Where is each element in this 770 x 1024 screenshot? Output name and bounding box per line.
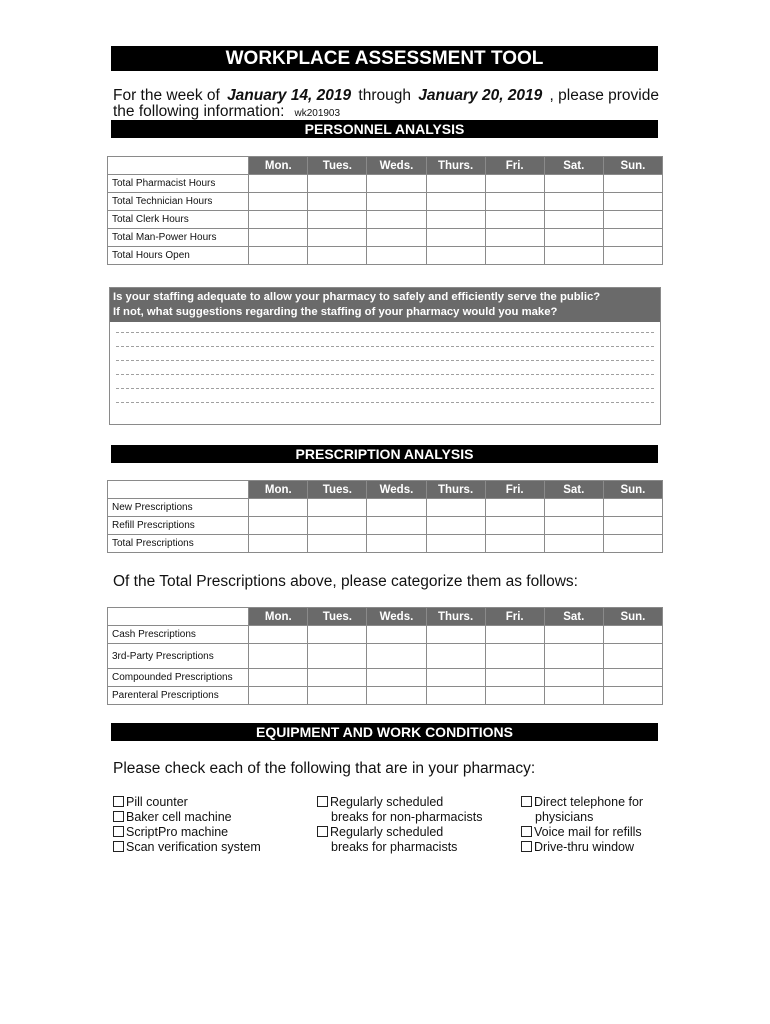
entry-cell[interactable] bbox=[249, 211, 308, 229]
table-row bbox=[108, 687, 663, 705]
checkbox-icon[interactable] bbox=[317, 796, 328, 807]
entry-cell[interactable] bbox=[485, 517, 544, 535]
staffing-question-line1: Is your staffing adequate to allow your pharmacy to safely and efficiently serve the public? bbox=[113, 291, 601, 303]
entry-cell[interactable] bbox=[426, 211, 485, 229]
entry-cell[interactable] bbox=[308, 626, 367, 644]
row-label: Compounded Prescriptions bbox=[108, 669, 249, 687]
week-code: wk201903 bbox=[294, 108, 341, 119]
row-label: Total Prescriptions bbox=[108, 535, 249, 553]
entry-cell[interactable] bbox=[367, 247, 426, 265]
row-label: Total Hours Open bbox=[108, 247, 249, 265]
entry-cell[interactable] bbox=[544, 535, 603, 553]
entry-cell[interactable] bbox=[249, 229, 308, 247]
option-label: Regularly scheduled bbox=[330, 795, 444, 809]
option-label: ScriptPro machine bbox=[126, 825, 229, 839]
row-label: New Prescriptions bbox=[108, 499, 249, 517]
equipment-column-2 bbox=[317, 795, 482, 855]
entry-cell[interactable] bbox=[249, 535, 308, 553]
entry-cell[interactable] bbox=[249, 644, 308, 669]
equipment-instruction: Please check each of the following that are in your pharmacy: bbox=[113, 760, 536, 777]
answer-line[interactable] bbox=[116, 360, 654, 361]
checkbox-baker-cell[interactable] bbox=[113, 810, 261, 825]
table-row bbox=[108, 626, 663, 644]
entry-cell[interactable] bbox=[426, 499, 485, 517]
categorize-table bbox=[107, 607, 663, 705]
entry-cell[interactable] bbox=[249, 687, 308, 705]
checkbox-scriptpro[interactable] bbox=[113, 825, 261, 840]
entry-cell[interactable] bbox=[249, 517, 308, 535]
entry-cell[interactable] bbox=[603, 211, 662, 229]
table-row bbox=[108, 535, 663, 553]
entry-cell[interactable] bbox=[485, 193, 544, 211]
entry-cell[interactable] bbox=[603, 193, 662, 211]
prescription-heading: PRESCRIPTION ANALYSIS bbox=[111, 445, 658, 463]
day-header: Tues. bbox=[308, 481, 367, 499]
entry-cell[interactable] bbox=[367, 687, 426, 705]
intro-line2: the following information: bbox=[113, 103, 285, 120]
row-label: Total Technician Hours bbox=[108, 193, 249, 211]
entry-cell[interactable] bbox=[249, 626, 308, 644]
entry-cell[interactable] bbox=[426, 193, 485, 211]
entry-cell[interactable] bbox=[249, 193, 308, 211]
table-row bbox=[108, 175, 663, 193]
entry-cell[interactable] bbox=[544, 669, 603, 687]
day-header: Sun. bbox=[603, 481, 662, 499]
table-row bbox=[108, 499, 663, 517]
table-row bbox=[108, 247, 663, 265]
day-header: Mon. bbox=[249, 157, 308, 175]
table-row bbox=[108, 517, 663, 535]
checkbox-icon[interactable] bbox=[521, 841, 532, 852]
entry-cell[interactable] bbox=[426, 687, 485, 705]
entry-cell[interactable] bbox=[544, 193, 603, 211]
answer-line[interactable] bbox=[116, 332, 654, 333]
option-label: Direct telephone for bbox=[534, 795, 644, 809]
option-label-continued: breaks for pharmacists bbox=[331, 840, 458, 854]
entry-cell[interactable] bbox=[367, 229, 426, 247]
checkbox-breaks-non-pharmacists[interactable] bbox=[317, 795, 482, 810]
entry-cell[interactable] bbox=[544, 499, 603, 517]
entry-cell[interactable] bbox=[485, 669, 544, 687]
entry-cell[interactable] bbox=[544, 247, 603, 265]
entry-cell[interactable] bbox=[485, 247, 544, 265]
entry-cell[interactable] bbox=[426, 626, 485, 644]
entry-cell[interactable] bbox=[426, 535, 485, 553]
entry-cell[interactable] bbox=[308, 193, 367, 211]
row-label: Total Pharmacist Hours bbox=[108, 175, 249, 193]
intro-through: through bbox=[358, 87, 411, 104]
entry-cell[interactable] bbox=[485, 687, 544, 705]
entry-cell[interactable] bbox=[485, 211, 544, 229]
entry-cell[interactable] bbox=[485, 626, 544, 644]
equipment-heading: EQUIPMENT AND WORK CONDITIONS bbox=[111, 723, 658, 741]
entry-cell[interactable] bbox=[367, 175, 426, 193]
table-row bbox=[108, 193, 663, 211]
entry-cell[interactable] bbox=[603, 687, 662, 705]
option-label: Baker cell machine bbox=[126, 810, 232, 824]
entry-cell[interactable] bbox=[603, 247, 662, 265]
day-header: Sun. bbox=[603, 157, 662, 175]
table-row bbox=[108, 229, 663, 247]
entry-cell[interactable] bbox=[367, 535, 426, 553]
entry-cell[interactable] bbox=[603, 669, 662, 687]
header-blank bbox=[108, 608, 249, 626]
header-blank bbox=[108, 481, 249, 499]
checkbox-icon[interactable] bbox=[521, 826, 532, 837]
entry-cell[interactable] bbox=[485, 175, 544, 193]
entry-cell[interactable] bbox=[308, 687, 367, 705]
day-header: Sun. bbox=[603, 608, 662, 626]
intro-suffix: , please provide bbox=[549, 87, 659, 104]
staffing-question-box bbox=[109, 287, 661, 425]
checkbox-direct-telephone[interactable] bbox=[521, 795, 643, 810]
checkbox-icon[interactable] bbox=[113, 841, 124, 852]
staffing-question-line2: If not, what suggestions regarding the staffing of your pharmacy would you make? bbox=[113, 306, 558, 318]
entry-cell[interactable] bbox=[544, 687, 603, 705]
checkbox-scan-verification[interactable] bbox=[113, 840, 261, 855]
day-header: Weds. bbox=[367, 608, 426, 626]
entry-cell[interactable] bbox=[544, 644, 603, 669]
day-header: Tues. bbox=[308, 608, 367, 626]
table-row bbox=[108, 644, 663, 669]
staffing-answer-area[interactable] bbox=[110, 322, 660, 403]
equipment-column-1 bbox=[113, 795, 261, 855]
answer-line[interactable] bbox=[116, 402, 654, 403]
entry-cell[interactable] bbox=[603, 499, 662, 517]
entry-cell[interactable] bbox=[426, 229, 485, 247]
checkbox-icon[interactable] bbox=[113, 826, 124, 837]
intro-prefix: For the week of bbox=[113, 87, 220, 104]
entry-cell[interactable] bbox=[308, 517, 367, 535]
checkbox-icon[interactable] bbox=[113, 796, 124, 807]
entry-cell[interactable] bbox=[603, 535, 662, 553]
personnel-table bbox=[107, 156, 663, 265]
entry-cell[interactable] bbox=[544, 626, 603, 644]
intro-start-date: January 14, 2019 bbox=[227, 87, 352, 104]
answer-line[interactable] bbox=[116, 374, 654, 375]
checkbox-voice-mail[interactable] bbox=[521, 825, 643, 840]
table-row bbox=[108, 669, 663, 687]
intro-text bbox=[113, 86, 659, 123]
entry-cell[interactable] bbox=[367, 193, 426, 211]
option-label: Regularly scheduled bbox=[330, 825, 444, 839]
entry-cell[interactable] bbox=[426, 644, 485, 669]
day-header: Fri. bbox=[485, 481, 544, 499]
day-header: Fri. bbox=[485, 157, 544, 175]
day-header: Thurs. bbox=[426, 608, 485, 626]
checkbox-breaks-pharmacists[interactable] bbox=[317, 825, 482, 840]
entry-cell[interactable] bbox=[603, 626, 662, 644]
entry-cell[interactable] bbox=[308, 175, 367, 193]
row-label: Total Man-Power Hours bbox=[108, 229, 249, 247]
entry-cell[interactable] bbox=[485, 644, 544, 669]
entry-cell[interactable] bbox=[544, 211, 603, 229]
entry-cell[interactable] bbox=[308, 211, 367, 229]
entry-cell[interactable] bbox=[308, 499, 367, 517]
table-row bbox=[108, 211, 663, 229]
checkbox-icon[interactable] bbox=[113, 811, 124, 822]
checkbox-drive-thru[interactable] bbox=[521, 840, 643, 855]
entry-cell[interactable] bbox=[249, 247, 308, 265]
entry-cell[interactable] bbox=[367, 517, 426, 535]
entry-cell[interactable] bbox=[308, 644, 367, 669]
entry-cell[interactable] bbox=[426, 517, 485, 535]
entry-cell[interactable] bbox=[485, 535, 544, 553]
header-blank bbox=[108, 157, 249, 175]
answer-line[interactable] bbox=[116, 388, 654, 389]
intro-end-date: January 20, 2019 bbox=[418, 87, 543, 104]
entry-cell[interactable] bbox=[544, 517, 603, 535]
day-header: Mon. bbox=[249, 608, 308, 626]
option-label: Voice mail for refills bbox=[534, 825, 642, 839]
row-label: Refill Prescriptions bbox=[108, 517, 249, 535]
checkbox-pill-counter[interactable] bbox=[113, 795, 261, 810]
entry-cell[interactable] bbox=[308, 247, 367, 265]
checkbox-icon[interactable] bbox=[317, 826, 328, 837]
day-header: Weds. bbox=[367, 481, 426, 499]
option-label-continued: breaks for non-pharmacists bbox=[331, 810, 483, 824]
option-label: Pill counter bbox=[126, 795, 188, 809]
entry-cell[interactable] bbox=[367, 669, 426, 687]
option-label: Drive-thru window bbox=[534, 840, 635, 854]
day-header: Sat. bbox=[544, 481, 603, 499]
entry-cell[interactable] bbox=[485, 229, 544, 247]
day-header: Tues. bbox=[308, 157, 367, 175]
entry-cell[interactable] bbox=[367, 211, 426, 229]
row-label: 3rd-Party Prescriptions bbox=[108, 644, 249, 669]
form-title: WORKPLACE ASSESSMENT TOOL bbox=[111, 46, 658, 71]
entry-cell[interactable] bbox=[544, 175, 603, 193]
day-header: Sat. bbox=[544, 608, 603, 626]
entry-cell[interactable] bbox=[603, 644, 662, 669]
option-label: Scan verification system bbox=[126, 840, 261, 854]
day-header: Fri. bbox=[485, 608, 544, 626]
entry-cell[interactable] bbox=[367, 499, 426, 517]
row-label: Parenteral Prescriptions bbox=[108, 687, 249, 705]
entry-cell[interactable] bbox=[249, 499, 308, 517]
staffing-question bbox=[110, 288, 660, 322]
checkbox-icon[interactable] bbox=[521, 796, 532, 807]
entry-cell[interactable] bbox=[308, 535, 367, 553]
day-header: Thurs. bbox=[426, 157, 485, 175]
row-label: Total Clerk Hours bbox=[108, 211, 249, 229]
categorize-text: Of the Total Prescriptions above, please categorize them as follows: bbox=[113, 573, 578, 590]
entry-cell[interactable] bbox=[367, 626, 426, 644]
entry-cell[interactable] bbox=[308, 669, 367, 687]
option-label-continued: physicians bbox=[535, 810, 594, 824]
day-header: Weds. bbox=[367, 157, 426, 175]
entry-cell[interactable] bbox=[603, 229, 662, 247]
personnel-heading: PERSONNEL ANALYSIS bbox=[111, 120, 658, 138]
prescription-table bbox=[107, 480, 663, 553]
row-label: Cash Prescriptions bbox=[108, 626, 249, 644]
day-header: Thurs. bbox=[426, 481, 485, 499]
day-header: Mon. bbox=[249, 481, 308, 499]
entry-cell[interactable] bbox=[308, 229, 367, 247]
entry-cell[interactable] bbox=[367, 644, 426, 669]
day-header: Sat. bbox=[544, 157, 603, 175]
entry-cell[interactable] bbox=[249, 669, 308, 687]
entry-cell[interactable] bbox=[603, 175, 662, 193]
entry-cell[interactable] bbox=[544, 229, 603, 247]
entry-cell[interactable] bbox=[426, 175, 485, 193]
answer-line[interactable] bbox=[116, 346, 654, 347]
entry-cell[interactable] bbox=[426, 669, 485, 687]
entry-cell[interactable] bbox=[426, 247, 485, 265]
entry-cell[interactable] bbox=[249, 175, 308, 193]
entry-cell[interactable] bbox=[603, 517, 662, 535]
entry-cell[interactable] bbox=[485, 499, 544, 517]
equipment-column-3 bbox=[521, 795, 643, 855]
